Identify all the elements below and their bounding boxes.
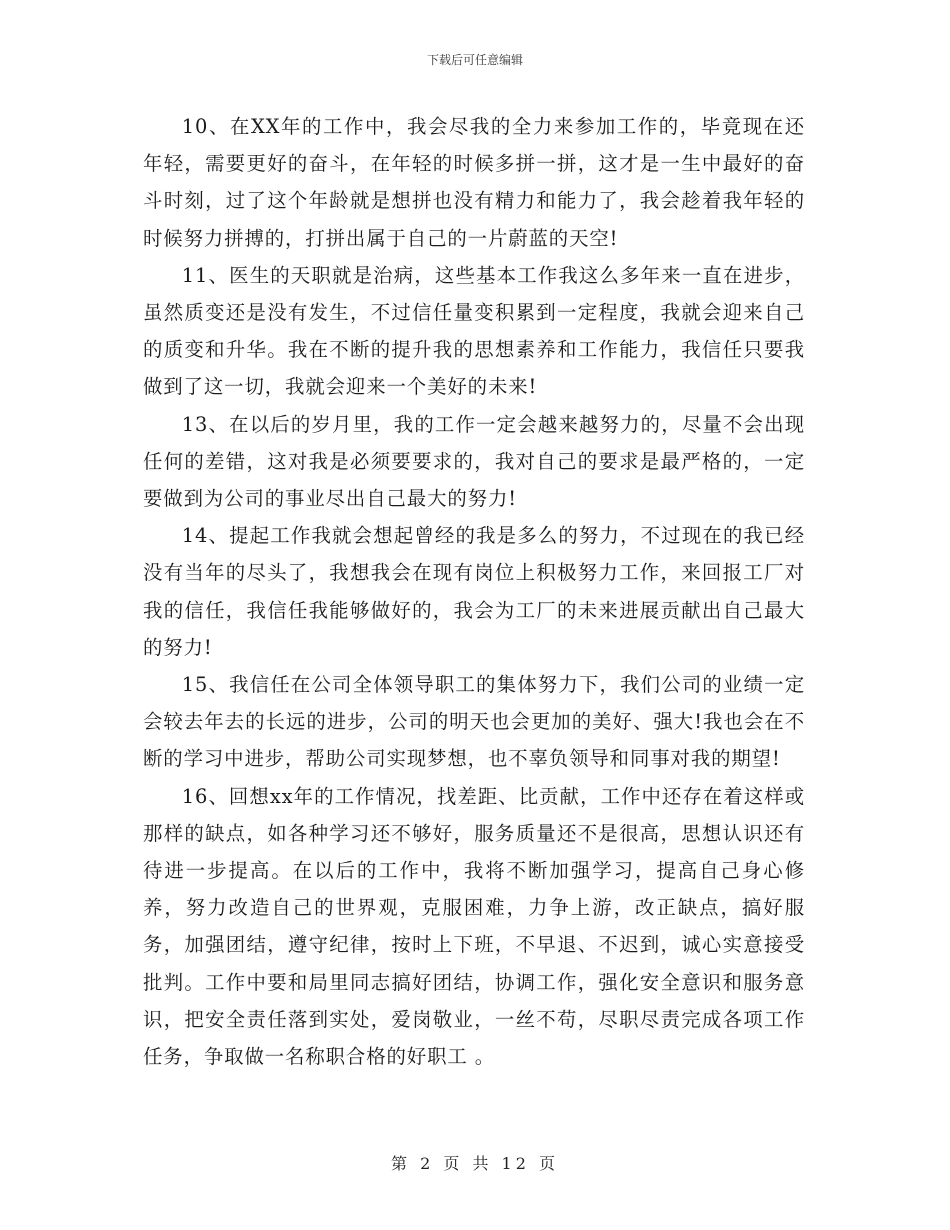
document-body (143, 108, 805, 1075)
paragraph-13: 13、在以后的岁月里，我的工作一定会越来越努力的，尽量不会出现任何的差错，这对我是必须要要求的，我对自己的要求是最严格的，一定要做到为公司的事业尽出自己最大的努力! (143, 412, 805, 511)
paragraph-10: 10、在XX年的工作中，我会尽我的全力来参加工作的，毕竟现在还年轻，需要更好的奋斗，在年轻的时候多拼一拼，这才是一生中最好的奋斗时刻，过了这个年龄就是想拼也没有精力和能力了，我会趁着我年轻的时候努力拼搏的，打拼出属于自己的一片蔚蓝的天空! (143, 115, 805, 250)
paragraph-16: 16、回想xx年的工作情况，找差距、比贡献，工作中还存在着这样或那样的缺点，如各种学习还不够好，服务质量还不是很高，思想认识还有待进一步提高。在以后的工作中，我将不断加强学习，提高自己身心修养，努力改造自己的世界观，克服困难，力争上游，改正缺点，搞好服务，加强团结，遵守纪律，按时上下班，不早退、不迟到，诚心实意接受批判。工作中要和局里同志搞好团结，协调工作，强化安全意识和服务意识，把安全责任落到实处，爱岗敬业，一丝不苟，尽职尽责完成各项工作任务，争取做一名称职合格的好职工 。 (143, 784, 805, 1069)
page-header: 下载后可任意编辑 (426, 53, 523, 67)
paragraph-14: 14、提起工作我就会想起曾经的我是多么的努力，不过现在的我已经没有当年的尽头了，我想我会在现有岗位上积极努力工作，来回报工厂对我的信任，我信任我能够做好的，我会为工厂的未来进展贡献出自己最大的努力! (143, 524, 805, 659)
paragraph-15: 15、我信任在公司全体领导职工的集体努力下，我们公司的业绩一定会较去年去的长远的进步，公司的明天也会更加的美好、强大!我也会在不断的学习中进步，帮助公司实现梦想，也不辜负领导和同事对我的期望! (143, 673, 805, 771)
page-number-footer: 第 2 页 共 12 页 (391, 1154, 559, 1173)
paragraph-11: 11、医生的天职就是治病，这些基本工作我这么多年来一直在进步，虽然质变还是没有发生，不过信任量变积累到一定程度，我就会迎来自己的质变和升华。我在不断的提升我的思想素养和工作能力，我信任只要我做到了这一切，我就会迎来一个美好的未来! (143, 263, 805, 399)
